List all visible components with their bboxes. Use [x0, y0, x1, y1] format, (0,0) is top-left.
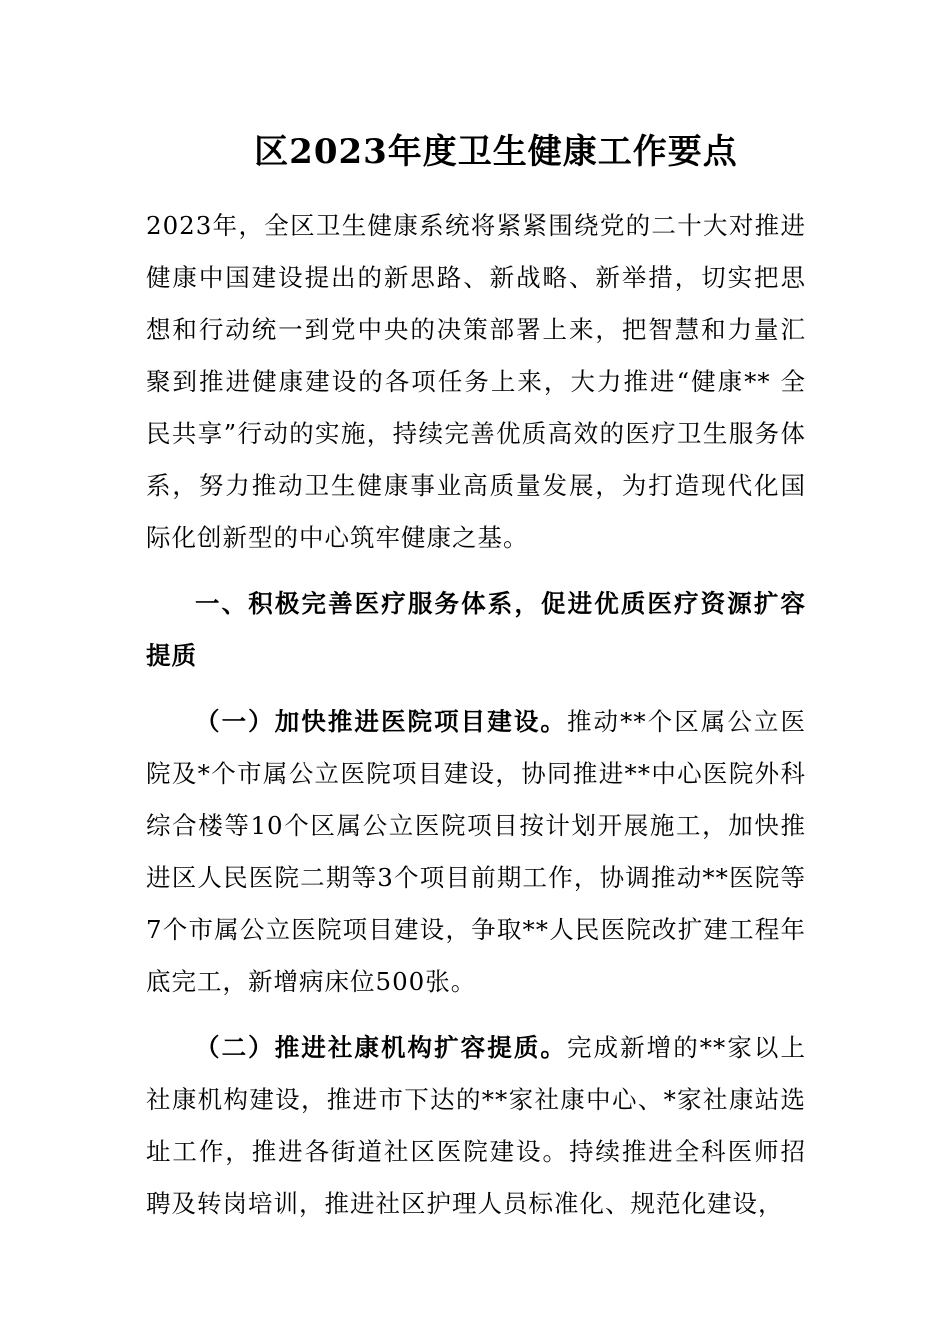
document-title: 区2023年度卫生健康工作要点: [254, 132, 738, 172]
subsection-2-text: 完成新增的**家以上社康机构建设，推进市下达的**家社康中心、*家社康站选址工作，推进各街道社区医院建设。持续推进全科医师招聘及转岗培训，推进社区护理人员标准化、规范化建设，: [146, 1033, 806, 1218]
subsection-1-paragraph: [146, 696, 806, 1008]
subsection-1-text: 推动**个区属公立医院及*个市属公立医院项目建设，协同推进**中心医院外科综合楼等10个区属公立医院项目按计划开展施工，加快推进区人民医院二期等3个项目前期工作，协调推动**医院等7个市属公立医院项目建设，争取**人民医院改扩建工程年底完工，新增病床位500张。: [146, 707, 806, 996]
section-1-heading: 一、积极完善医疗服务体系，促进优质医疗资源扩容提质: [146, 589, 806, 670]
subsection-2-paragraph: [146, 1022, 806, 1230]
document-page: [146, 0, 806, 1230]
subsection-2-title: （二）推进社康机构扩容提质。: [195, 1033, 567, 1062]
subsection-1-title: （一）加快推进医院项目建设。: [195, 707, 567, 736]
intro-paragraph: 2023年，全区卫生健康系统将紧紧围绕党的二十大对推进健康中国建设提出的新思路、新战略、新举措，切实把思想和行动统一到党中央的决策部署上来，把智慧和力量汇聚到推进健康建设的各项任务上来，大力推进“健康** 全民共享”行动的实施，持续完善优质高效的医疗卫生服务体系，努力推动卫生健康事业高质量发展，为打造现代化国际化创新型的中心筑牢健康之基。: [146, 211, 806, 552]
